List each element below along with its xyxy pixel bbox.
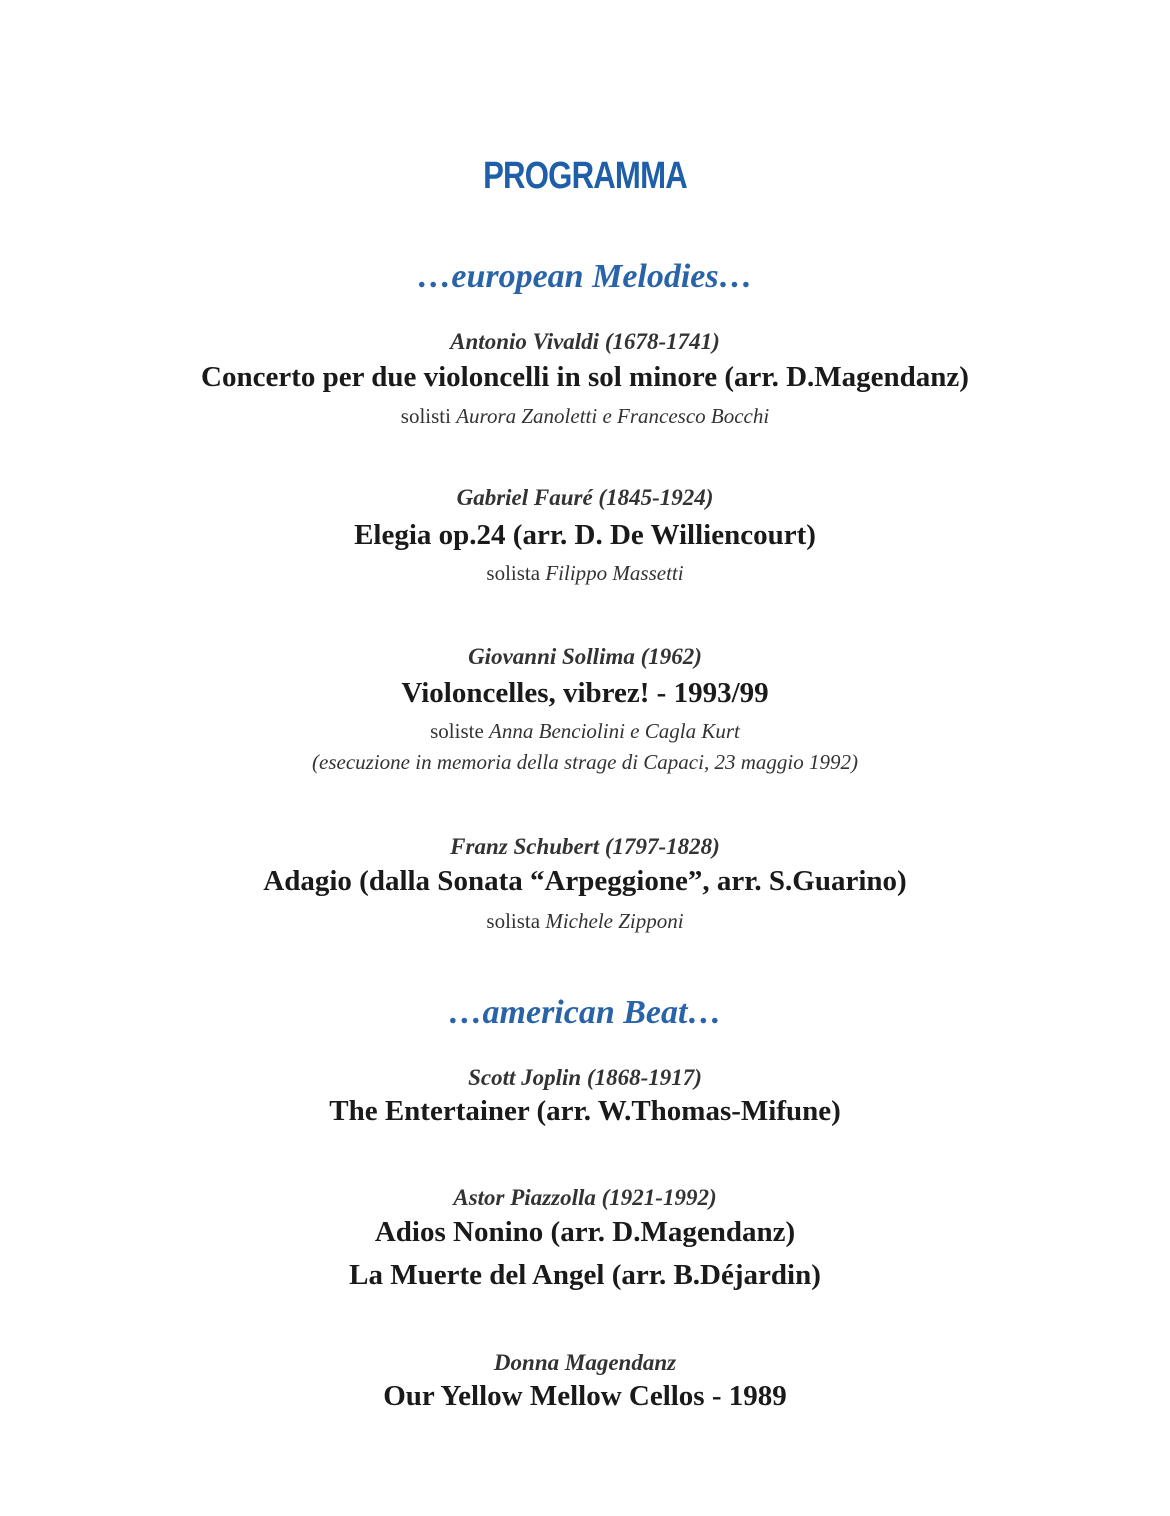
section-heading-american: …american Beat… bbox=[448, 994, 722, 1031]
composer-name: Franz Schubert (1797-1828) bbox=[450, 834, 720, 859]
composer-name: Donna Magendanz bbox=[493, 1350, 677, 1375]
composer-name: Antonio Vivaldi (1678-1741) bbox=[450, 329, 720, 354]
work-title: Elegia op.24 (arr. D. De Williencourt) bbox=[354, 519, 816, 551]
soloist-names: Anna Benciolini e Cagla Kurt bbox=[489, 719, 740, 743]
soloist-label: solista bbox=[486, 909, 541, 933]
work-title: Violoncelles, vibrez! - 1993/99 bbox=[401, 677, 769, 709]
soloist-label: soliste bbox=[430, 719, 484, 743]
soloist-line bbox=[0, 719, 1170, 744]
work-title: Concerto per due violoncelli in sol minore (arr. D.Magendanz) bbox=[201, 361, 969, 393]
composer-name: Giovanni Sollima (1962) bbox=[468, 644, 702, 669]
soloist-line bbox=[0, 404, 1170, 429]
page-title: PROGRAMMA bbox=[483, 155, 687, 197]
soloist-names: Filippo Massetti bbox=[545, 561, 684, 585]
soloist-line bbox=[0, 561, 1170, 586]
composer-name: Scott Joplin (1868-1917) bbox=[468, 1065, 702, 1090]
soloist-label: solista bbox=[486, 561, 541, 585]
work-title: Adios Nonino (arr. D.Magendanz) bbox=[374, 1216, 796, 1248]
composer-name: Astor Piazzolla (1921-1992) bbox=[453, 1185, 717, 1210]
work-title: The Entertainer (arr. W.Thomas-Mifune) bbox=[329, 1095, 841, 1127]
work-title: La Muerte del Angel (arr. B.Déjardin) bbox=[349, 1259, 821, 1291]
soloist-label: solisti bbox=[400, 404, 451, 428]
work-title: Adagio (dalla Sonata “Arpeggione”, arr. S.Guarino) bbox=[263, 865, 907, 897]
composer-name: Gabriel Fauré (1845-1924) bbox=[456, 485, 714, 510]
section-heading-european: …european Melodies… bbox=[417, 258, 753, 295]
soloist-names: Aurora Zanoletti e Francesco Bocchi bbox=[456, 404, 770, 428]
performance-note: (esecuzione in memoria della strage di Capaci, 23 maggio 1992) bbox=[312, 750, 858, 774]
soloist-line bbox=[0, 909, 1170, 934]
soloist-names: Michele Zipponi bbox=[545, 909, 684, 933]
work-title: Our Yellow Mellow Cellos - 1989 bbox=[383, 1380, 787, 1412]
